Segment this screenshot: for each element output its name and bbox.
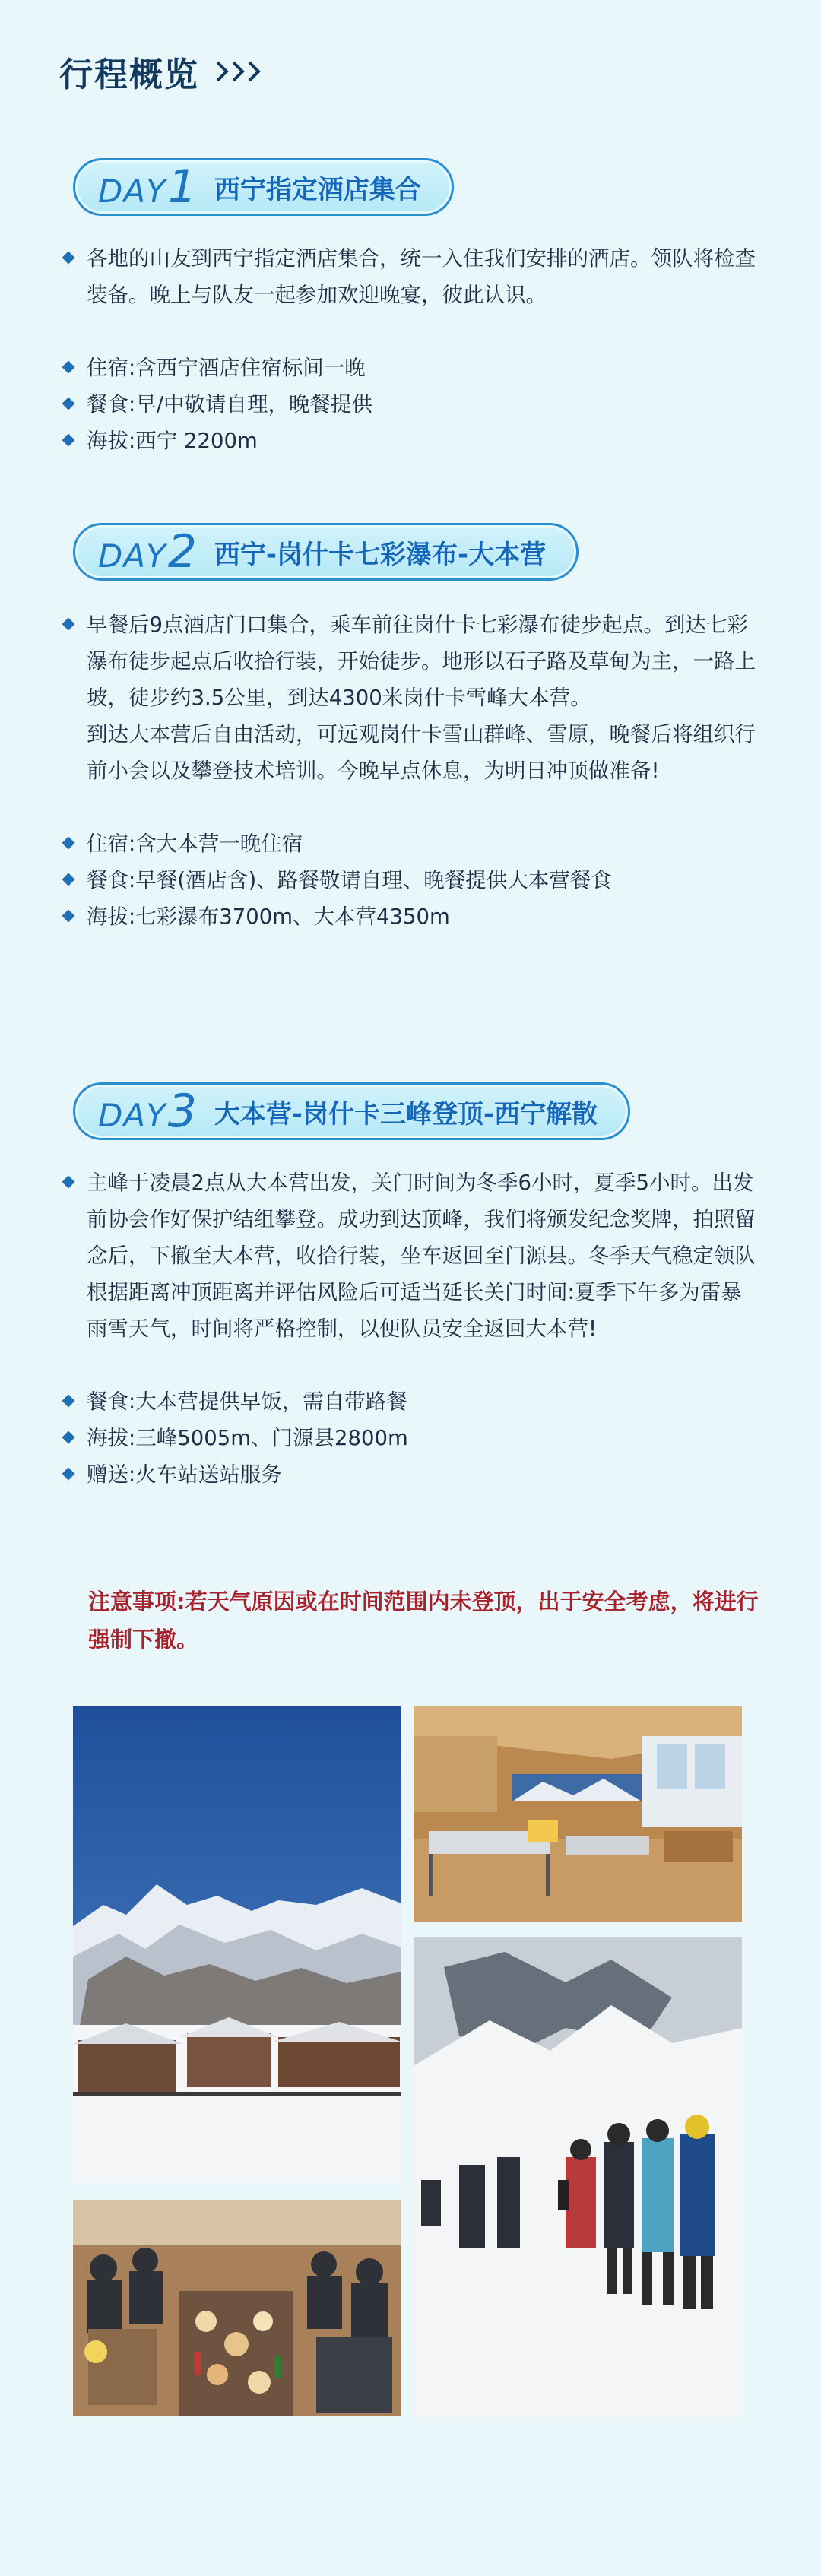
day-3-header (73, 1082, 630, 1140)
climbers-in-snow-photo (414, 1937, 742, 2417)
day-label: DAY3 (98, 1085, 198, 1138)
safety-notice: 注意事项:若天气原因或在时间范围内未登顶，出于安全考虑，将进行强制下撤。 (88, 1589, 759, 1652)
detail-item: 餐食:早餐(酒店含)、路餐敬请自理、晚餐提供大本营餐食 (61, 862, 760, 898)
detail-item: 住宿:含大本营一晚住宿 (61, 825, 760, 862)
group-dinner-photo (73, 2200, 401, 2416)
day-1-content (61, 240, 760, 459)
detail-item: 海拔:西宁 2200m (61, 423, 760, 459)
day-2-description: 早餐后9点酒店门口集合，乘车前往岗什卡七彩瀑布徒步起点。到达七彩瀑布徒步起点后收拾行装，开始徒步。地形以石子路及草甸为主，一路上坡，徒步约3.5公里，到达4300米岗什卡雪峰大本营。 到达大本营后自由活动，可远观岗什卡雪山群峰、雪原，晚餐后将组织行前小会以及攀登技术培训。今晚早点休息，为明日冲顶做准备! (61, 607, 760, 789)
day-1-description: 各地的山友到西宁指定酒店集合，统一入住我们安排的酒店。领队将检查装备。晚上与队友一起参加欢迎晚宴，彼此认识。 (61, 240, 760, 313)
day-title: 大本营-岗什卡三峰登顶-西宁解散 (214, 1098, 598, 1130)
day-title: 西宁指定酒店集合 (214, 174, 421, 205)
day-2-content (61, 607, 760, 935)
section-header (59, 47, 265, 96)
day-label: DAY2 (98, 525, 198, 578)
day-label: DAY1 (98, 160, 198, 214)
day-3-description: 主峰于凌晨2点从大本营出发，关门时间为冬季6小时，夏季5小时。出发前协会作好保护结组攀登。成功到达顶峰，我们将颁发纪念奖牌，拍照留念后，下撤至大本营，收拾行装，坐车返回至门源县。冬季天气稳定领队根据距离冲顶距离并评估风险后可适当延长关门时间:夏季下午多为雷暴雨雪天气，时间将严格控制，以便队员安全返回大本营! (61, 1164, 760, 1347)
day-1-header (73, 158, 454, 216)
detail-item: 赠送:火车站送站服务 (61, 1456, 760, 1493)
detail-item: 海拔:三峰5005m、门源县2800m (61, 1420, 760, 1456)
snow-mountain-camp-photo (73, 1706, 401, 2183)
section-title: 行程概览 (59, 55, 199, 94)
day-3-content (61, 1164, 760, 1493)
lodge-interior-photo (414, 1706, 742, 1922)
detail-item: 餐食:大本营提供早饭，需自带路餐 (61, 1383, 760, 1420)
detail-item: 住宿:含西宁酒店住宿标间一晚 (61, 350, 760, 386)
day-title: 西宁-岗什卡七彩瀑布-大本营 (214, 539, 547, 570)
detail-item: 餐食:早/中敬请自理，晚餐提供 (61, 386, 760, 423)
triple-chevron-right-icon (214, 59, 265, 84)
detail-item: 海拔:七彩瀑布3700m、大本营4350m (61, 898, 760, 935)
day-2-header (73, 523, 579, 581)
